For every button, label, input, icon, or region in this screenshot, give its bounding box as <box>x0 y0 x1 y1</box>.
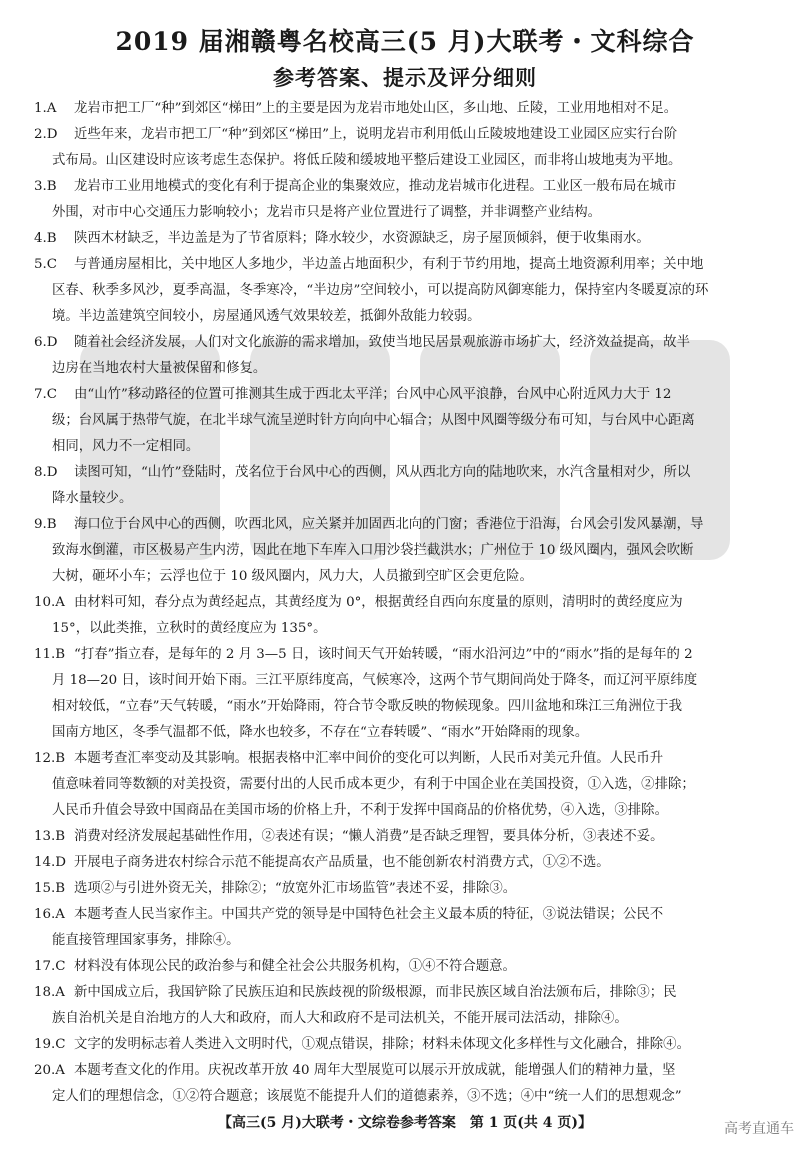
answer-text: 与普通房屋相比，关中地区人多地少，半边盖占地面积少，有利于节约用地，提高土地资源利用率；关中地 <box>74 257 704 272</box>
answer-line <box>34 1058 780 1084</box>
answer-text: 近些年来，龙岩市把工厂“种”到郊区“梯田”上，说明龙岩市利用低山丘陵坡地建设工业园区应实行台阶 <box>74 127 678 142</box>
page-title: 2019 届湘赣粤名校高三(5 月)大联考・文科综合 <box>115 27 695 56</box>
answer-line <box>34 1032 780 1058</box>
answer-list <box>34 96 780 1110</box>
page-subtitle: 参考答案、提示及评分细则 <box>273 65 537 90</box>
answer-line <box>34 772 780 798</box>
answer-text: 由“山竹”移动路径的位置可推测其生成于西北太平洋；台风中心风平浪静，台风中心附近风力大于 12 <box>74 387 672 402</box>
answer-text: 族自治机关是自治地方的人大和政府，而人大和政府不是司法机关，不能开展司法活动，排除④。 <box>52 1011 628 1026</box>
answer-item <box>34 590 780 642</box>
answer-item <box>34 642 780 746</box>
answer-item <box>34 1032 780 1058</box>
answer-line <box>34 304 780 330</box>
answer-number: 18.A <box>34 985 65 1000</box>
answer-text: 消费对经济发展起基础性作用，②表述有误；“懒人消费”是否缺乏理智，要具体分析，③表述不妥。 <box>74 829 664 844</box>
answer-line <box>34 694 780 720</box>
answer-line <box>34 538 780 564</box>
answer-item <box>34 330 780 382</box>
answer-line <box>34 902 780 928</box>
answer-line <box>34 850 780 876</box>
answer-text: 相同，风力不一定相同。 <box>52 439 200 454</box>
answer-number: 11.B <box>34 647 66 662</box>
answer-text: 本题考查人民当家作主。中国共产党的领导是中国特色社会主义最本质的特征，③说法错误；公民不 <box>74 907 664 922</box>
answer-number: 5.C <box>34 257 58 272</box>
answer-item <box>34 512 780 590</box>
answer-text: 龙岩市把工厂“种”到郊区“梯田”上的主要是因为龙岩市地处山区，多山地、丘陵，工业用地相对不足。 <box>74 101 678 116</box>
answer-number: 10.A <box>34 595 65 610</box>
answer-number: 6.D <box>34 335 58 350</box>
answer-line <box>34 330 780 356</box>
answer-line <box>34 668 780 694</box>
answer-text: 15°，以此类推，立秋时的黄经度应为 135°。 <box>52 621 327 636</box>
answer-text: 边房在当地农村大量被保留和修复。 <box>52 361 267 376</box>
answer-text: 选项②与引进外资无关，排除②；“放宽外汇市场监管”表述不妥，排除③。 <box>74 881 517 896</box>
answer-item <box>34 746 780 824</box>
answer-line <box>34 590 780 616</box>
answer-line <box>34 148 780 174</box>
answer-text: 由材料可知，春分点为黄经起点，其黄经度为 0°，根据黄经自西向东度量的原则，清明时的黄经度应为 <box>74 595 683 610</box>
page-footer: 【高三(5 月)大联考・文综卷参考答案 第 1 页(共 4 页)】 <box>217 1115 593 1131</box>
answer-line <box>34 720 780 746</box>
answer-number: 15.B <box>34 881 66 896</box>
answer-line <box>34 382 780 408</box>
answer-text: 定人们的理想信念，①②符合题意；该展览不能提升人们的道德素养，③不选；④中“统一人们的思想观念” <box>52 1089 682 1104</box>
answer-item <box>34 174 780 226</box>
answer-line <box>34 980 780 1006</box>
answer-item <box>34 954 780 980</box>
answer-line <box>34 174 780 200</box>
answer-text: 开展电子商务进农村综合示范不能提高农产品质量，也不能创新农村消费方式，①②不选。 <box>74 855 610 870</box>
answer-item <box>34 980 780 1032</box>
answer-number: 3.B <box>34 179 57 194</box>
answer-line <box>34 876 780 902</box>
answer-text: “打春”指立春，是每年的 2 月 3—5 日，该时间天气开始转暖，“雨水沿河边”中的“雨水”指的是每年的 2 <box>74 647 693 662</box>
answer-number: 17.C <box>34 959 66 974</box>
answer-line <box>34 252 780 278</box>
answer-line <box>34 512 780 538</box>
answer-text: 新中国成立后，我国铲除了民族压迫和民族歧视的阶级根源，而非民族区域自治法颁布后，排除③；民 <box>74 985 677 1000</box>
answer-item <box>34 382 780 460</box>
answer-line <box>34 1084 780 1110</box>
answer-text: 境。半边盖建筑空间较小，房屋通风透气效果较差，抵御外敌能力较弱。 <box>52 309 481 324</box>
answer-number: 12.B <box>34 751 66 766</box>
answer-line <box>34 798 780 824</box>
answer-text: 级；台风属于热带气旋，在北半球气流呈逆时针方向向中心辐合；从图中风圈等级分布可知，与台风中心距离 <box>52 413 695 428</box>
answer-line <box>34 408 780 434</box>
answer-line <box>34 486 780 512</box>
answer-number: 7.C <box>34 387 58 402</box>
answer-item <box>34 226 780 252</box>
answer-line <box>34 928 780 954</box>
answer-item <box>34 96 780 122</box>
answer-text: 式布局。山区建设时应该考虑生态保护。将低丘陵和缓坡地平整后建设工业园区，而非将山坡地夷为平地。 <box>52 153 682 168</box>
answer-number: 19.C <box>34 1037 66 1052</box>
answer-text: 降水量较少。 <box>52 491 133 506</box>
answer-text: 读图可知，“山竹”登陆时，茂名位于台风中心的西侧，风从西北方向的陆地吹来，水汽含量相对少，所以 <box>74 465 691 480</box>
answer-line <box>34 746 780 772</box>
answer-line <box>34 226 780 252</box>
answer-item <box>34 850 780 876</box>
answer-line <box>34 824 780 850</box>
answer-line <box>34 1006 780 1032</box>
answer-number: 8.D <box>34 465 58 480</box>
answer-line <box>34 200 780 226</box>
answer-text: 区春、秋季多风沙，夏季高温，冬季寒冷，“半边房”空间较小，可以提高防风御寒能力，保持室内冬暖夏凉的环 <box>52 283 709 298</box>
corner-watermark-text: 高考直通车 <box>724 1121 794 1137</box>
answer-item <box>34 460 780 512</box>
answer-text: 外围，对市中心交通压力影响较小；龙岩市只是将产业位置进行了调整，并非调整产业结构。 <box>52 205 602 220</box>
answer-number: 14.D <box>34 855 67 870</box>
answer-line <box>34 122 780 148</box>
answer-item <box>34 122 780 174</box>
answer-text: 致海水倒灌，市区极易产生内涝，因此在地下车库入口用沙袋拦截洪水；广州位于 10 级风圈内，强风会吹断 <box>52 543 694 558</box>
answer-line <box>34 278 780 304</box>
answer-line <box>34 616 780 642</box>
answer-text: 能直接管理国家事务，排除④。 <box>52 933 240 948</box>
answer-text: 月 18—20 日，该时间开始下雨。三江平原纬度高，气候寒冷，这两个节气期间尚处于降冬，而辽河平原纬度 <box>52 673 698 688</box>
answer-line <box>34 460 780 486</box>
answer-text: 本题考查汇率变动及其影响。根据表格中汇率中间价的变化可以判断，人民币对美元升值。人民币升 <box>74 751 664 766</box>
answer-line <box>34 96 780 122</box>
answer-text: 材料没有体现公民的政治参与和健全社会公共服务机构，①④不符合题意。 <box>74 959 516 974</box>
answer-number: 13.B <box>34 829 66 844</box>
answer-line <box>34 564 780 590</box>
answer-item <box>34 902 780 954</box>
answer-number: 2.D <box>34 127 58 142</box>
answer-line <box>34 954 780 980</box>
answer-line <box>34 434 780 460</box>
answer-text: 国南方地区，冬季气温都不低，降水也较多，不存在“立春转暖”、“雨水”开始降雨的现象。 <box>52 725 589 740</box>
answer-text: 海口位于台风中心的西侧，吹西北风，应关紧并加固西北向的门窗；香港位于沿海，台风会引发风暴潮，导 <box>74 517 704 532</box>
answer-item <box>34 252 780 330</box>
answer-text: 本题考查文化的作用。庆祝改革开放 40 周年大型展览可以展示开放成就，能增强人们的精神力量，坚 <box>74 1063 676 1078</box>
answer-number: 20.A <box>34 1063 65 1078</box>
answer-text: 大树，砸坏小车；云浮也位于 10 级风圈内，风力大，人员撤到空旷区会更危险。 <box>52 569 533 584</box>
answer-text: 人民币升值会导致中国商品在美国市场的价格上升，不利于发挥中国商品的价格优势，④入选，③排除。 <box>52 803 668 818</box>
answer-number: 1.A <box>34 101 57 116</box>
answer-text: 陕西木材缺乏，半边盖是为了节省原料；降水较少，水资源缺乏，房子屋顶倾斜，便于收集雨水。 <box>74 231 650 246</box>
answer-text: 文字的发明标志着人类进入文明时代，①观点错误，排除；材料未体现文化多样性与文化融合，排除④。 <box>74 1037 690 1052</box>
answer-text: 值意味着同等数额的对美投资，需要付出的人民币成本更少，有利于中国企业在美国投资，①入选，②排除； <box>52 777 695 792</box>
answer-number: 16.A <box>34 907 65 922</box>
answer-number: 4.B <box>34 231 57 246</box>
answer-line <box>34 642 780 668</box>
answer-item <box>34 1058 780 1110</box>
answer-line <box>34 356 780 382</box>
answer-number: 9.B <box>34 517 57 532</box>
answer-item <box>34 824 780 850</box>
answer-item <box>34 876 780 902</box>
answer-text: 相对较低，“立春”天气转暖，“雨水”开始降雨，符合节令歌反映的物候现象。四川盆地和珠江三角洲位于我 <box>52 699 682 714</box>
answer-text: 随着社会经济发展，人们对文化旅游的需求增加，致使当地民居景观旅游市场扩大，经济效益提高，故半 <box>74 335 690 350</box>
answer-text: 龙岩市工业用地模式的变化有利于提高企业的集聚效应，推动龙岩城市化进程。工业区一般布局在城市 <box>74 179 677 194</box>
